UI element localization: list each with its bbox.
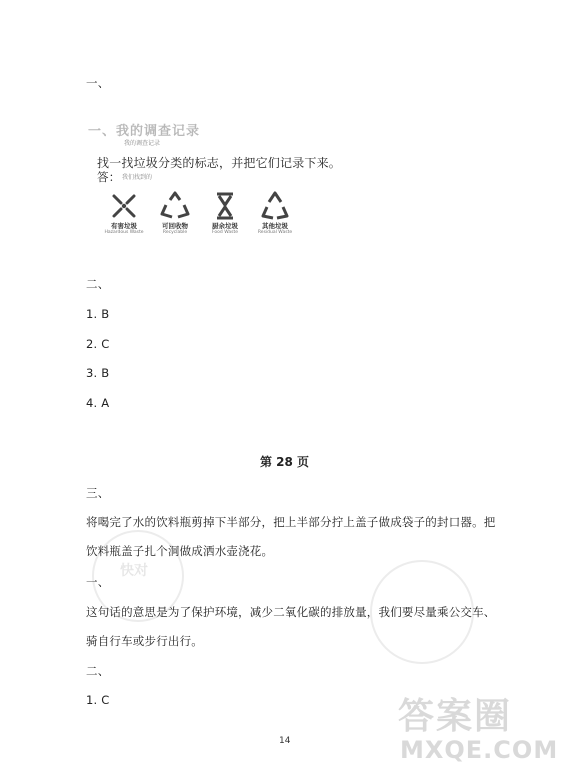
hazardous-waste-sign [104,190,144,236]
watermark-text-left: 快对 [120,563,148,579]
recycle-icon [159,190,191,222]
survey-banner: 一、我的调查记录 [88,124,201,139]
survey-prompt: 找一找垃圾分类的标志，并把它们记录下来。 [97,156,342,170]
icon-sublabel: Food Waste [211,230,239,235]
icon-sublabel: Recyclable [162,230,188,235]
section-4-line-1: 这句话的意思是为了保护环境，减少二氧化碳的排放量，我们要尽量乘公交车、 [86,605,496,619]
icon-label: 可回收物 [162,222,188,230]
answer-item: 2. C [86,337,110,351]
hazardous-waste-icon [108,190,140,222]
icon-sublabel: Residual Waste [257,230,293,235]
section-3-line-1: 将喝完了水的饮料瓶剪掉下半部分，把上半部分拧上盖子做成袋子的封口器。把 [86,515,496,529]
icon-label: 其他垃圾 [262,222,288,230]
recyclable-sign [155,190,195,236]
section-1-label: 一、 [86,76,110,90]
icon-sublabel: Hazardous Waste [104,230,144,235]
section-4-line-2: 骑自行车或步行出行。 [86,634,203,648]
answer-item: 4. A [86,396,110,410]
section-4-label: 一、 [86,575,110,589]
answer-item: 3. B [86,366,110,380]
section-3-line-2: 饮料瓶盖子扎个洞做成洒水壶浇花。 [86,544,274,558]
icon-label: 厨余垃圾 [212,222,238,230]
section-2-label: 二、 [86,277,110,291]
answer-small-text: 我们找到的 [122,174,153,181]
residual-waste-icon [259,190,291,222]
watermark-url: MXQE.COM [400,736,559,764]
icon-label: 有害垃圾 [111,222,137,230]
answer-label: 答： [97,170,121,184]
page-heading: 第 28 页 [260,455,310,469]
banner-small-text: 我的调查记录 [124,140,161,147]
section-5-label: 二、 [86,664,110,678]
page-number: 14 [279,736,291,746]
residual-waste-sign [255,190,295,236]
food-waste-icon [209,190,241,222]
answer-item: 1. B [86,307,110,321]
food-waste-sign [205,190,245,236]
section-3-label: 三、 [86,486,110,500]
answer-item: 1. C [86,693,110,707]
watermark-logo: 答案圈 [398,696,513,737]
